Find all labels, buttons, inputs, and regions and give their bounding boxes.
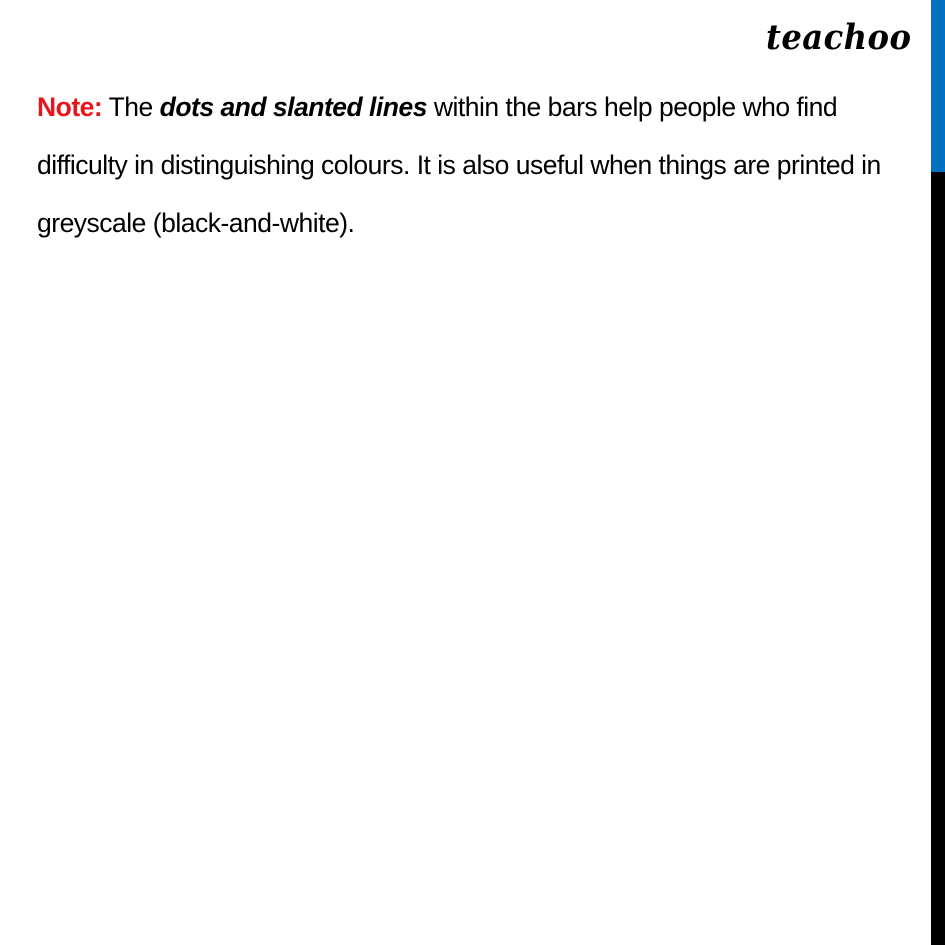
note-text-before: The	[102, 92, 160, 122]
note-text-after: within the bars help people who find difficulty in distinguishing colours. It is also useful when things are printed in greyscale (black-and-white).	[37, 92, 881, 238]
slide-edge-bar-dark	[931, 172, 945, 945]
note-emphasis: dots and slanted lines	[159, 92, 427, 122]
note-label: Note:	[37, 92, 103, 122]
teachoo-logo: teachoo	[766, 17, 912, 58]
slide-edge-bar	[931, 0, 945, 945]
slide-edge-bar-accent	[931, 0, 945, 172]
note-paragraph	[37, 78, 917, 252]
